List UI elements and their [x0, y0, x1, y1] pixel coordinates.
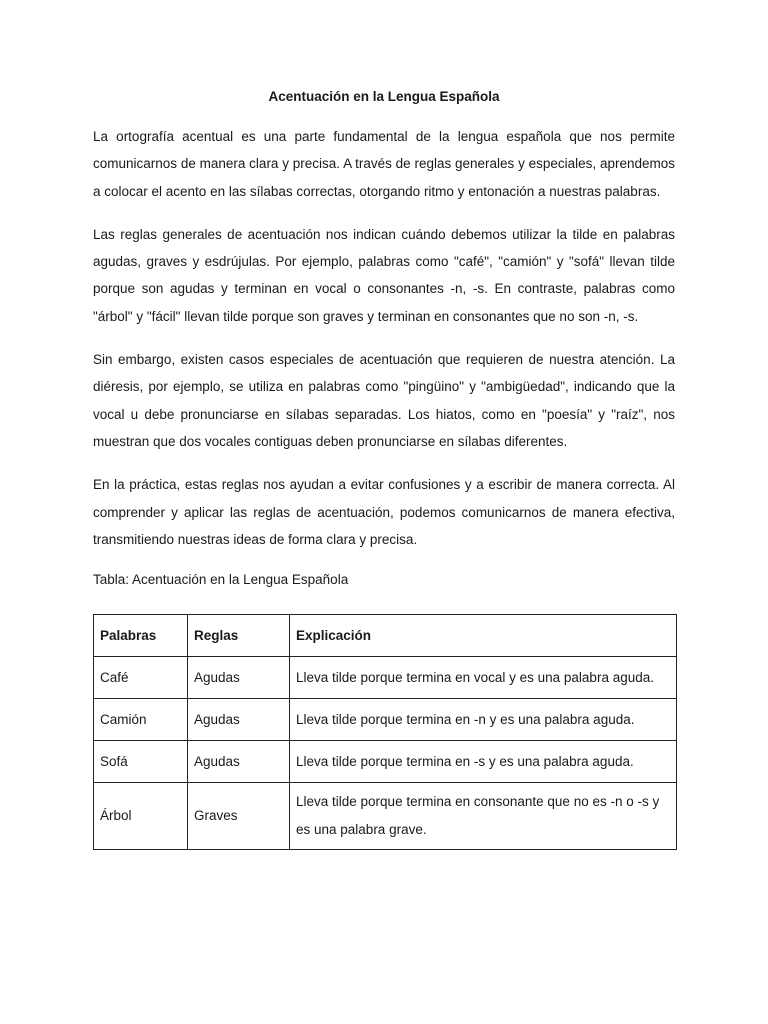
- cell-explanation: Lleva tilde porque termina en -s y es una palabra aguda.: [290, 741, 677, 783]
- document-page: [93, 86, 675, 850]
- cell-word: Sofá: [94, 741, 188, 783]
- table-header-row: [94, 615, 677, 657]
- cell-explanation: Lleva tilde porque termina en -n y es una palabra aguda.: [290, 699, 677, 741]
- table-row: [94, 657, 677, 699]
- cell-word: Café: [94, 657, 188, 699]
- paragraph-conclusion: En la práctica, estas reglas nos ayudan a evitar confusiones y a escribir de manera correcta. Al comprender y aplicar las reglas de acentuación, podemos comunicarnos de manera efectiva, transmitiendo nuestras ideas de forma clara y precisa.: [93, 477, 675, 547]
- cell-rule: Agudas: [188, 657, 290, 699]
- header-reglas: Reglas: [188, 615, 290, 657]
- document-title: Acentuación en la Lengua Española: [268, 89, 500, 104]
- table-row: [94, 783, 677, 850]
- cell-word: Árbol: [94, 783, 188, 850]
- table-caption: Tabla: Acentuación en la Lengua Española: [93, 572, 349, 588]
- cell-rule: Graves: [188, 783, 290, 850]
- paragraph-general-rules: Las reglas generales de acentuación nos indican cuándo debemos utilizar la tilde en palabras agudas, graves y esdrújulas. Por ejemplo, palabras como "café", "camión" y "sofá" llevan tilde porque son agudas y terminan en vocal o consonantes -n, -s. En contraste, palabras como "árbol" y "fácil" llevan tilde porque son graves y terminan en consonantes que no son -n, -s.: [93, 226, 675, 324]
- cell-explanation: Lleva tilde porque termina en consonante que no es -n o -s y es una palabra grave.: [290, 783, 677, 850]
- header-palabras: Palabras: [94, 615, 188, 657]
- accent-rules-table: [93, 614, 677, 850]
- header-explicacion: Explicación: [290, 615, 677, 657]
- paragraph-special-cases: Sin embargo, existen casos especiales de acentuación que requieren de nuestra atención. La diéresis, por ejemplo, se utiliza en palabras como "pingüino" y "ambigüedad", indicando que la vocal u debe pronunciarse en sílabas separadas. Los hiatos, como en "poesía" y "raíz", nos muestran que dos vocales contiguas deben pronunciarse en sílabas diferentes.: [93, 352, 675, 449]
- cell-explanation: Lleva tilde porque termina en vocal y es una palabra aguda.: [290, 657, 677, 699]
- cell-word: Camión: [94, 699, 188, 741]
- cell-rule: Agudas: [188, 699, 290, 741]
- cell-rule: Agudas: [188, 741, 290, 783]
- table-row: [94, 699, 677, 741]
- paragraph-intro: La ortografía acentual es una parte fundamental de la lengua española que nos permite comunicarnos de manera clara y precisa. A través de reglas generales y especiales, aprendemos a colocar el acento en las sílabas correctas, otorgando ritmo y entonación a nuestras palabras.: [93, 129, 675, 199]
- table-row: [94, 741, 677, 783]
